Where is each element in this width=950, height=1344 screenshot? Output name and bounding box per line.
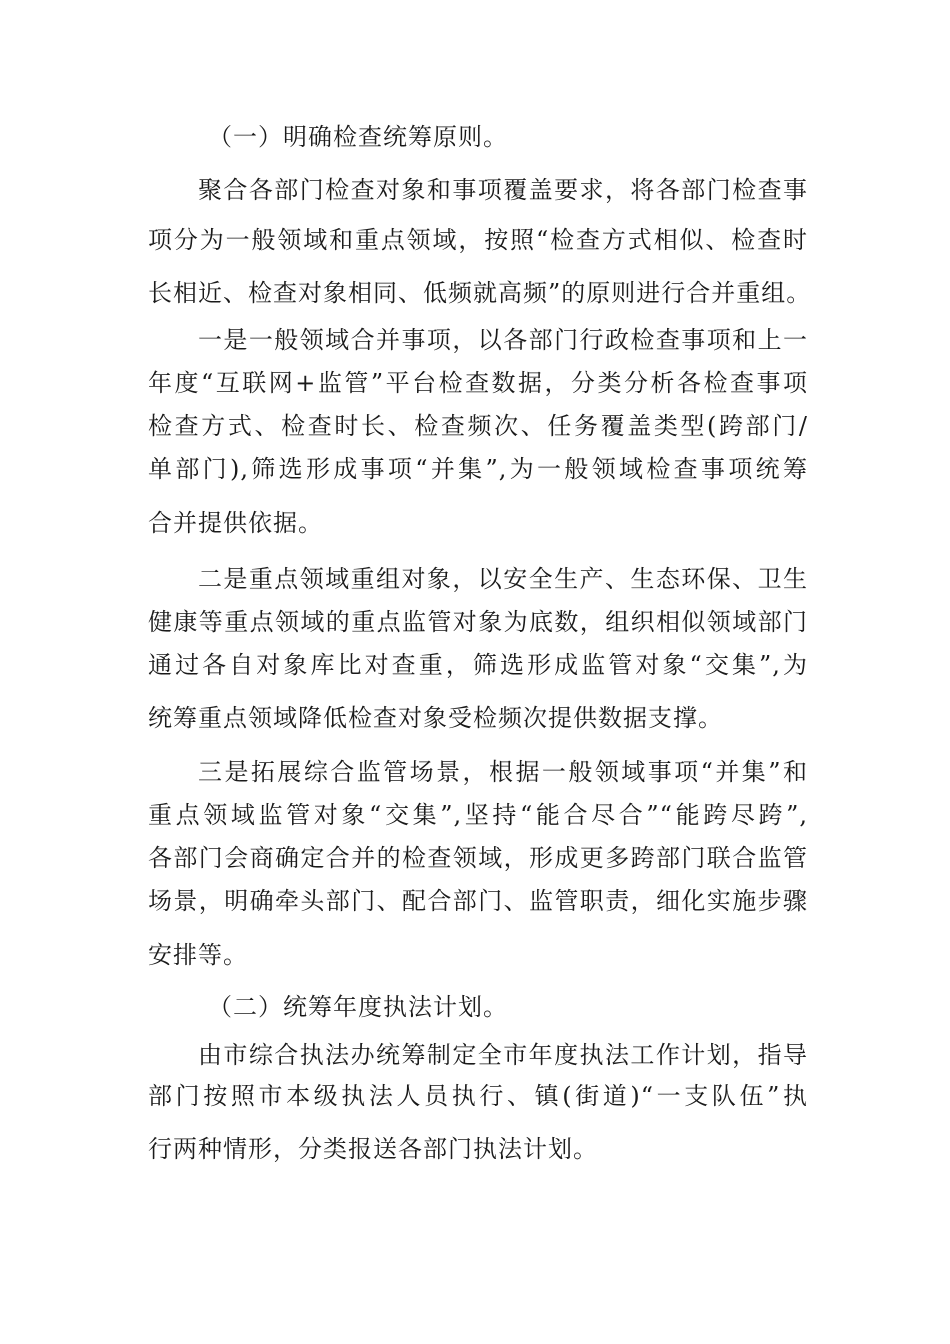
paragraph-1-line-3: 长相近、检查对象相同、低频就高频”的原则进行合并重组。 — [148, 279, 812, 307]
paragraph-3-line-4: 统筹重点领域降低检查对象受检频次提供数据支撑。 — [148, 704, 723, 732]
paragraph-4-line-5: 安排等。 — [148, 941, 248, 969]
paragraph-1-line-2: 项分为一般领域和重点领域，按照“检查方式相似、检查时 — [148, 226, 808, 254]
paragraph-1-line-1: 聚合各部门检查对象和事项覆盖要求，将各部门检查事 — [198, 176, 808, 204]
paragraph-4-line-4: 场景，明确牵头部门、配合部门、监管职责，细化实施步骤 — [148, 887, 808, 915]
paragraph-2-line-1: 一是一般领域合并事项，以各部门行政检查事项和上一 — [198, 326, 808, 354]
paragraph-5-line-1: 由市综合执法办统筹制定全市年度执法工作计划，指导 — [198, 1041, 808, 1069]
paragraph-2-line-3: 检查方式、检查时长、检查频次、任务覆盖类型(跨部门/ — [148, 412, 808, 440]
paragraph-2-line-2: 年度“互联网+监管”平台检查数据，分类分析各检查事项 — [148, 369, 808, 397]
paragraph-3-line-2: 健康等重点领域的重点监管对象为底数，组织相似领域部门 — [148, 608, 808, 636]
section-heading-1: （一）明确检查统筹原则。 — [208, 123, 508, 151]
paragraph-3-line-1: 二是重点领域重组对象，以安全生产、生态环保、卫生 — [198, 565, 808, 593]
paragraph-4-line-2: 重点领域监管对象“交集”,坚持“能合尽合”“能跨尽跨”, — [148, 801, 808, 829]
paragraph-2-line-4: 单部门),筛选形成事项“并集”,为一般领域检查事项统筹 — [148, 455, 808, 483]
paragraph-5-line-3: 行两种情形，分类报送各部门执法计划。 — [148, 1135, 598, 1163]
paragraph-5-line-2: 部门按照市本级执法人员执行、镇(街道)“一支队伍”执 — [148, 1082, 808, 1110]
paragraph-4-line-1: 三是拓展综合监管场景，根据一般领域事项“并集”和 — [198, 758, 808, 786]
paragraph-3-line-3: 通过各自对象库比对查重，筛选形成监管对象“交集”,为 — [148, 651, 808, 679]
paragraph-4-line-3: 各部门会商确定合并的检查领域，形成更多跨部门联合监管 — [148, 844, 808, 872]
paragraph-2-line-5: 合并提供依据。 — [148, 509, 323, 537]
section-heading-2: （二）统筹年度执法计划。 — [208, 993, 508, 1021]
